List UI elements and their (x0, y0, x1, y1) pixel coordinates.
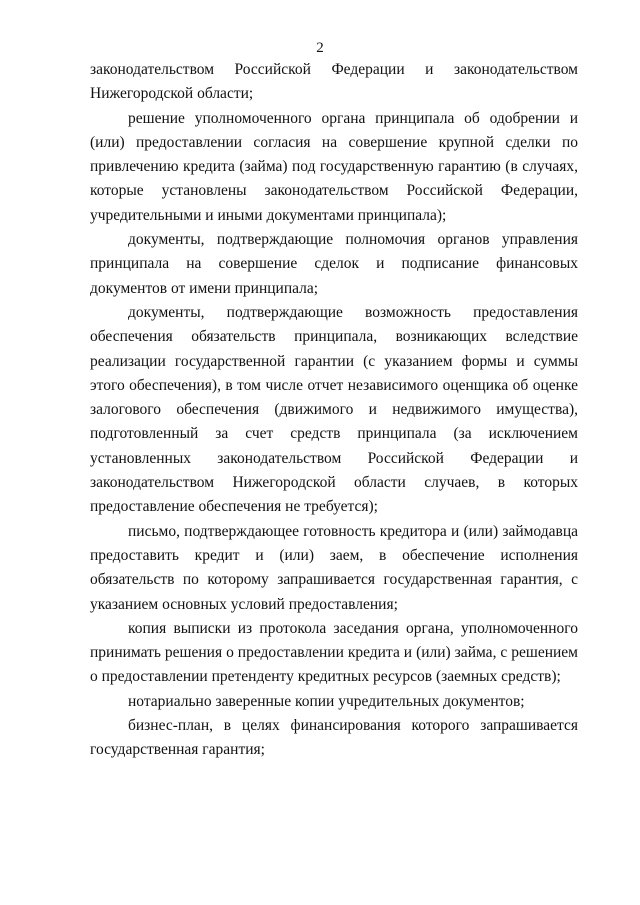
paragraph-notarized-copies: нотариально заверенные копии учредительных документов; (128, 692, 525, 710)
paragraph-collateral-documents: документы, подтверждающие возможность предоставления обеспечения обязательств принципала, возникающих вследствие реализации государственной гарантии (с указанием формы и суммы этого обеспечения), в том числе отчет независимого оценщика об оценке залогового обеспечения (движимого и недвижимого имущества), подготовленный за счет средств принципала (за исключением установленных законодательством Российской Федерации и законодательством Нижегородской области случаев, в которых предоставление обеспечения не требуется); (90, 303, 578, 516)
page-number: 2 (316, 40, 324, 56)
paragraph-lender-letter: письмо, подтверждающее готовность кредитора и (или) займодавца предоставить кредит и (или) заем, в обеспечение исполнения обязательств по которому запрашивается государственная гарантия, с указанием основных условий предоставления; (90, 522, 578, 613)
paragraph-business-plan: бизнес-план, в целях финансирования которого запрашивается государственная гарантия; (90, 717, 578, 759)
paragraph-authority-documents: документы, подтверждающие полномочия органов управления принципала на совершение сделок и подписание финансовых документов от имени принципала; (90, 231, 578, 297)
document-body (90, 58, 578, 763)
paragraph-protocol-extract: копия выписки из протокола заседания органа, уполномоченного принимать решения о предоставлении кредита и (или) займа, с решением о предоставлении претенденту кредитных ресурсов (заемных средств); (90, 619, 578, 686)
paragraph-continuation: законодательством Российской Федерации и законодательством Нижегородской области; (90, 61, 578, 103)
paragraph-approval-decision: решение уполномоченного органа принципала об одобрении и (или) предоставлении согласия на совершение крупной сделки по привлечению кредита (займа) под государственную гарантию (в случаях, которые установлены законодательством Российской Федерации, учредительными и иными документами принципала); (90, 109, 578, 224)
